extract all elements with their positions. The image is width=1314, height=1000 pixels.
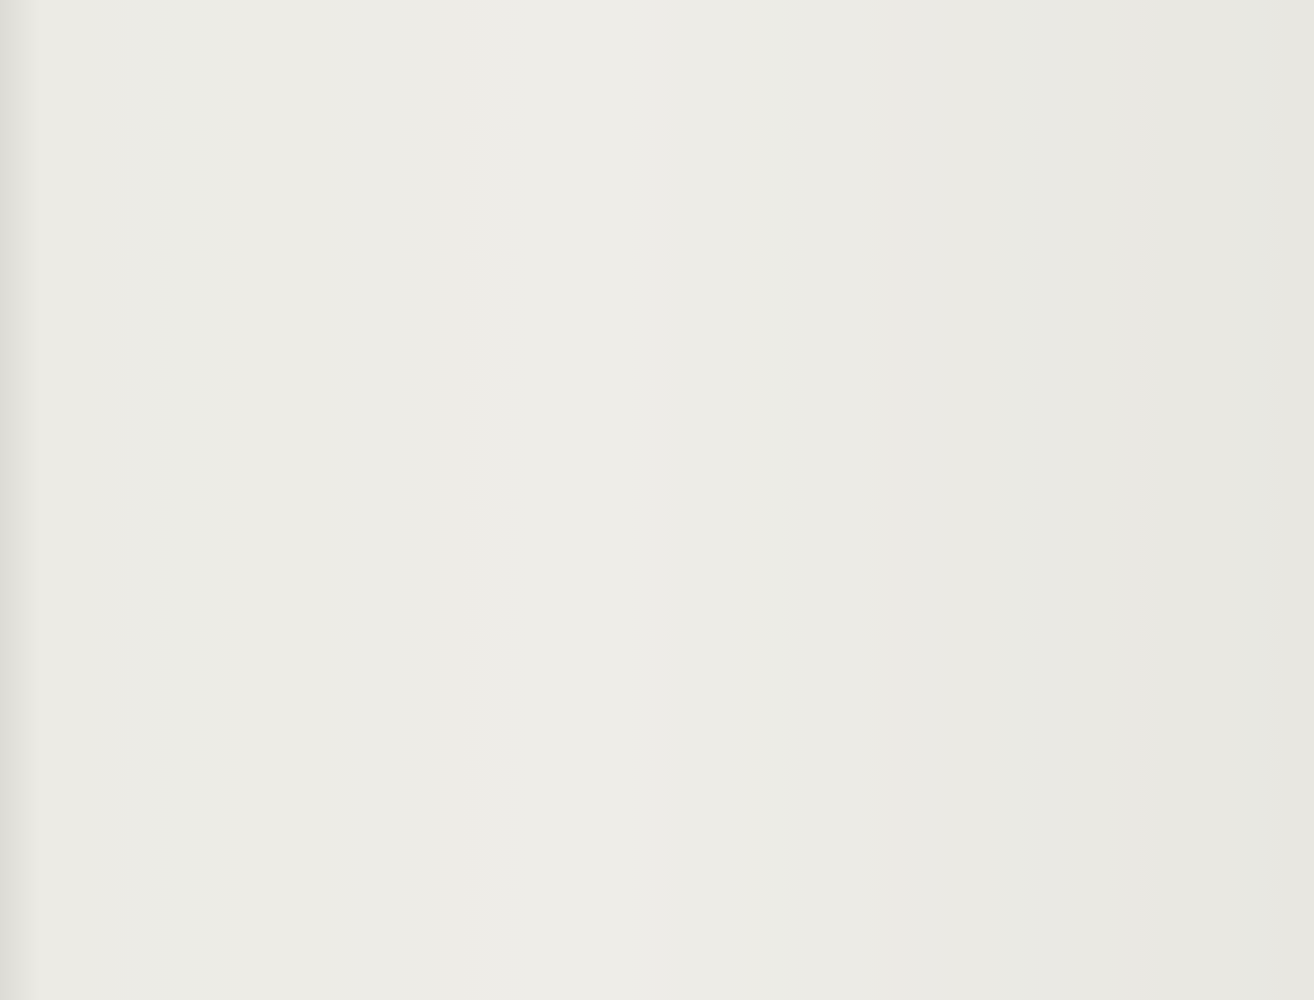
tractor-feed-strip (0, 0, 36, 1000)
